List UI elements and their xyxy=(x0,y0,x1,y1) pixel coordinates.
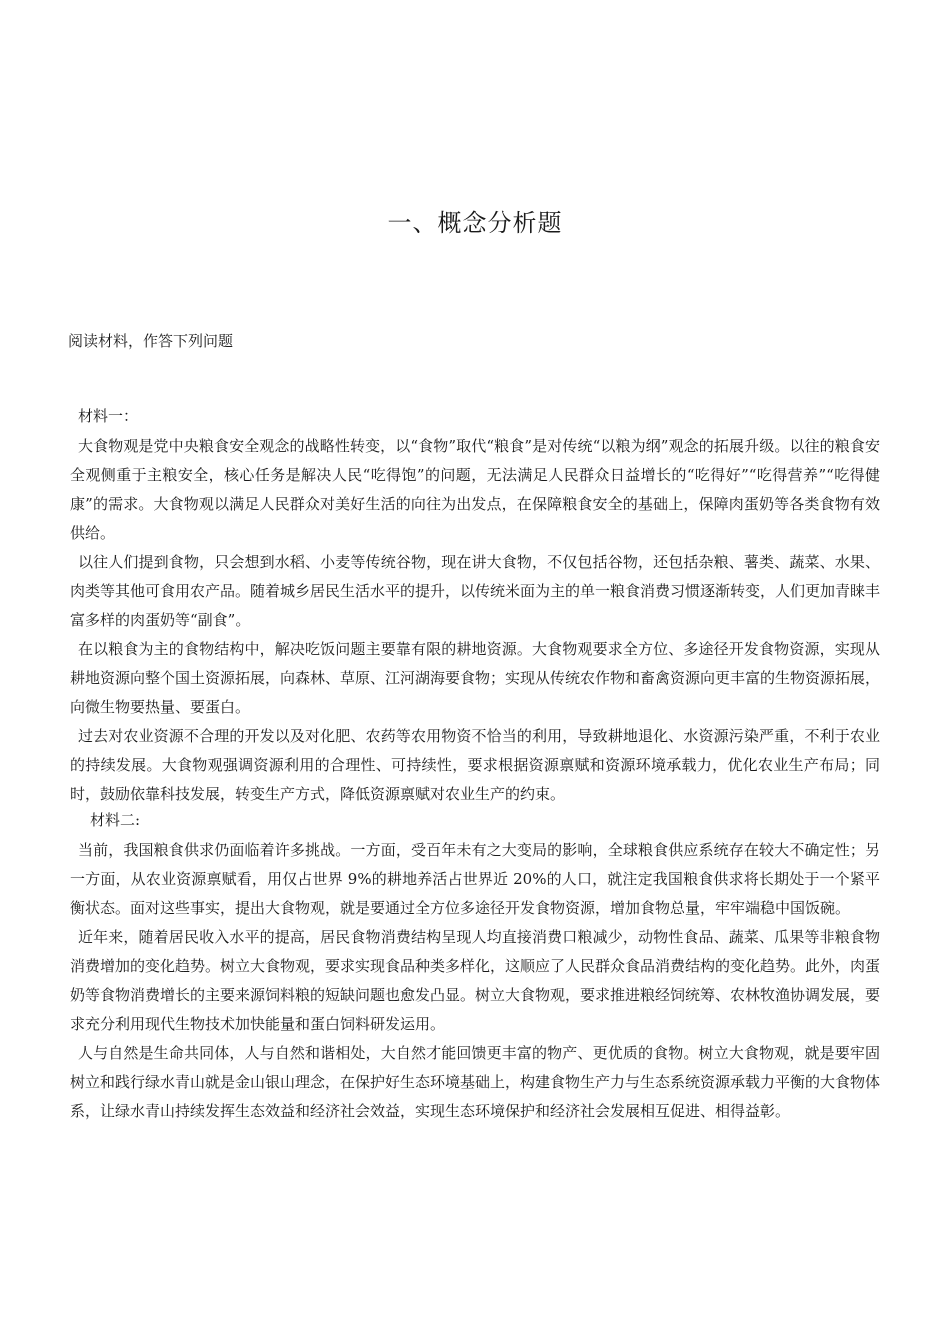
paragraph: 当前，我国粮食供求仍面临着许多挑战。一方面，受百年未有之大变局的影响，全球粮食供应系统存在较大不确定性；另一方面，从农业资源禀赋看，用仅占世界 9%的耕地养活占世界近 20%的人口，就注定我国粮食供求将长期处于一个紧平衡状态。面对这些事实，提出大食物观，就是要通过全方位多途径开发食物资源，增加食物总量，牢牢端稳中国饭碗。 xyxy=(70,841,880,917)
material-two xyxy=(70,808,880,1126)
page-title: 一、概念分析题 xyxy=(387,209,563,237)
paragraph: 人与自然是生命共同体，人与自然和谐相处，大自然才能回馈更丰富的物产、更优质的食物。树立大食物观，就是要牢固树立和践行绿水青山就是金山银山理念，在保护好生态环境基础上，构建食物生产力与生态系统资源承载力平衡的大食物体系，让绿水青山持续发挥生态效益和经济社会效益，实现生态环境保护和经济社会发展相互促进、相得益彰。 xyxy=(70,1044,881,1120)
paragraph: 大食物观是党中央粮食安全观念的战略性转变，以“食物”取代“粮食”是对传统“以粮为纲”观念的拓展升级。以往的粮食安全观侧重于主粮安全，核心任务是解决人民“吃得饱”的问题，无法满足人民群众日益增长的“吃得好”“吃得营养”“吃得健康”的需求。大食物观以满足人民群众对美好生活的向往为出发点，在保障粮食安全的基础上，保障肉蛋奶等各类食物有效供给。 xyxy=(70,437,880,542)
paragraph: 过去对农业资源不合理的开发以及对化肥、农药等农用物资不恰当的利用，导致耕地退化、水资源污染严重，不利于农业的持续发展。大食物观强调资源利用的合理性、可持续性，要求根据资源禀赋和资源环境承载力，优化农业生产布局；同时，鼓励依靠科技发展，转变生产方式，降低资源禀赋对农业生产的约束。 xyxy=(70,727,880,803)
paragraph: 在以粮食为主的食物结构中，解决吃饭问题主要靠有限的耕地资源。大食物观要求全方位、多途径开发食物资源，实现从耕地资源向整个国土资源拓展，向森林、草原、江河湖海要食物；实现从传统农作物和畜禽资源向更丰富的生物资源拓展，向微生物要热量、要蛋白。 xyxy=(70,640,881,716)
material-heading: 材料一： xyxy=(78,407,139,425)
material-one xyxy=(70,404,880,809)
material-heading: 材料二: xyxy=(90,811,141,829)
paragraph: 以往人们提到食物，只会想到水稻、小麦等传统谷物，现在讲大食物，不仅包括谷物，还包括杂粮、薯类、蔬菜、水果、肉类等其他可食用农产品。随着城乡居民生活水平的提升，以传统米面为主的单一粮食消费习惯逐渐转变，人们更加青睐丰富多样的肉蛋奶等“副食”。 xyxy=(70,553,881,629)
paragraph: 近年来，随着居民收入水平的提高，居民食物消费结构呈现人均直接消费口粮减少，动物性食品、蔬菜、瓜果等非粮食物消费增加的变化趋势。树立大食物观，要求实现食品种类多样化，这顺应了人民群众食品消费结构的变化趋势。此外，肉蛋奶等食物消费增长的主要来源饲料粮的短缺问题也愈发凸显。树立大食物观，要求推进粮经饲统筹、农林牧渔协调发展，要求充分利用现代生物技术加快能量和蛋白饲料研发运用。 xyxy=(70,928,881,1033)
instruction-text: 阅读材料，作答下列问题 xyxy=(68,332,234,350)
